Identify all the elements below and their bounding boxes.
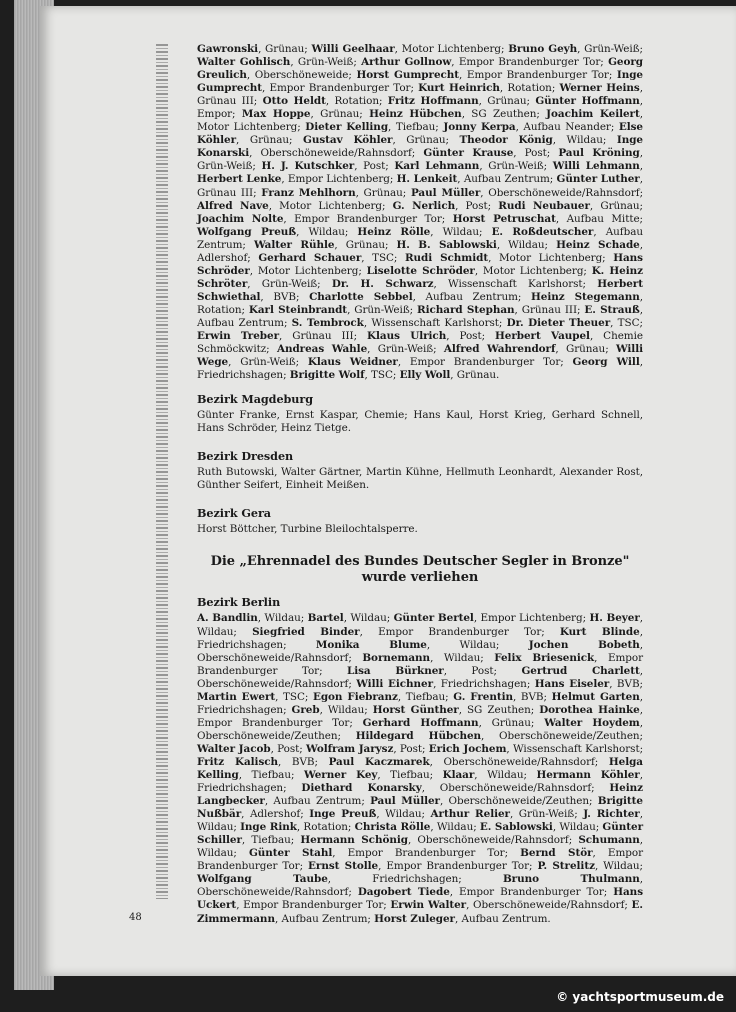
club-name: , Grün-Weiß;: [228, 356, 308, 369]
club-name: , Grün-Weiß;: [509, 808, 584, 821]
person-name: Hans Uckert: [197, 886, 643, 912]
club-name: , Post;: [446, 330, 496, 343]
club-name: , Wildau;: [319, 703, 373, 716]
person-name: Monika Blume: [315, 638, 427, 651]
person-name: Klaus Weidner: [307, 356, 398, 369]
club-name: , Wildau;: [474, 769, 537, 782]
club-name: , Grünau;: [236, 134, 304, 147]
person-name: Dagobert Tiede: [357, 886, 450, 899]
person-name: Inge Rink: [240, 821, 297, 834]
club-name: , Oberschöneweide/Rahnsdorf;: [466, 899, 632, 912]
section-heading-berlin: Bezirk Berlin: [197, 595, 281, 610]
club-name: , Friedrichshagen;: [197, 356, 643, 382]
club-name: , Grünau;: [478, 716, 545, 729]
club-name: , Rotation;: [499, 82, 560, 95]
club-name: , Grünau;: [392, 134, 460, 147]
person-name: H. J. Kutschker: [261, 160, 355, 173]
person-name: Hans Eiseler: [534, 677, 610, 690]
club-name: , Empor Brandenburger Tor;: [449, 886, 614, 899]
club-name: , Grünau;: [478, 95, 536, 108]
person-name: Hans Schröder: [197, 251, 643, 277]
person-name: Erwin Walter: [390, 899, 467, 912]
person-name: Kurt Heinrich: [418, 82, 500, 95]
left-ornament-border: [156, 44, 168, 899]
club-name: , Empor Brandenburger Tor;: [197, 703, 644, 729]
person-name: G. Nerlich: [392, 199, 456, 212]
person-name: Brigitte Wolf: [289, 369, 365, 382]
club-name: , Wildau;: [552, 134, 617, 147]
club-name: , Motor Lichtenberg;: [474, 264, 592, 277]
person-name: Martin Ewert: [197, 690, 276, 703]
person-name: Klaus Ulrich: [367, 330, 447, 343]
club-name: , Aufbau Mitte;: [555, 212, 643, 225]
person-name: Paul Kaczmarek: [328, 755, 430, 768]
person-name: Charlotte Sebbel: [309, 290, 413, 303]
district-sections: [197, 392, 643, 536]
person-name: Günter Schiller: [197, 821, 643, 847]
club-name: , Friedrichshagen;: [197, 625, 643, 651]
person-name: E. Zimmermann: [197, 899, 643, 925]
person-name: E. Roßdeutscher: [491, 225, 594, 238]
club-name: , Oberschöneweide/Rahnsdorf;: [429, 755, 609, 768]
person-name: Siegfried Binder: [252, 625, 360, 638]
club-name: , Adlershof;: [241, 808, 310, 821]
person-name: Arthur Relier: [430, 808, 510, 821]
person-name: Wolfram Jarysz: [306, 742, 394, 755]
club-name: , Wildau;: [430, 225, 492, 238]
club-name: , Oberschöneweide/Zeuthen;: [481, 729, 644, 742]
club-name: , Motor Lichtenberg;: [488, 251, 614, 264]
club-name: , Post;: [270, 742, 307, 755]
person-name: Willi Lehmann: [552, 160, 640, 173]
club-name: , Aufbau Zentrum;: [264, 795, 371, 808]
club-name: , SG Zeuthen;: [458, 703, 540, 716]
person-name: Hermann Schönig: [300, 834, 408, 847]
person-name: Walter Jacob: [197, 742, 271, 755]
club-name: , Chemie Schmöckwitz;: [197, 330, 643, 356]
club-name: , Wildau;: [197, 834, 643, 860]
club-name: , TSC;: [361, 251, 405, 264]
person-name: Liselotte Schröder: [366, 264, 475, 277]
club-name: , Grün-Weiß;: [247, 277, 332, 290]
person-name: Andreas Wahle: [276, 343, 368, 356]
person-name: Wolfgang Preuß: [197, 225, 297, 238]
section-heading: Bezirk Gera: [197, 506, 271, 521]
person-name: Arthur Gollnow: [361, 56, 452, 69]
person-name: Bruno Geyh: [508, 43, 578, 55]
person-name: Fritz Kalisch: [197, 755, 279, 768]
person-name: Richard Stephan: [417, 303, 515, 316]
club-name: , Empor Brandenburger Tor;: [459, 69, 617, 82]
person-name: H. Beyer: [589, 612, 640, 625]
person-name: Walter Gohlisch: [197, 56, 291, 69]
club-name: , Aufbau Zentrum;: [274, 912, 375, 925]
club-name: , Friedrichshagen;: [197, 769, 643, 795]
person-name: Wolfgang Taube: [197, 873, 328, 886]
person-name: G. Frentin: [453, 690, 514, 703]
person-name: Brigitte Nußbär: [197, 795, 643, 821]
club-name: , Friedrichshagen;: [197, 690, 643, 716]
club-name: , Wissenschaft Karlshorst;: [506, 742, 644, 755]
club-name: , BVB;: [278, 755, 329, 768]
person-name: Inge Preuß: [309, 808, 377, 821]
person-name: Horst Günther: [372, 703, 459, 716]
person-name: Egon Fiebranz: [312, 690, 398, 703]
club-name: , Wildau;: [376, 808, 431, 821]
person-name: Otto Heldt: [262, 95, 326, 108]
person-name: Theodor König: [459, 134, 553, 147]
person-name: Erwin Treber: [197, 330, 279, 343]
person-name: Paul Müller: [410, 186, 481, 199]
person-name: E. Sablowski: [479, 821, 553, 834]
club-name: , Grünau III;: [514, 303, 585, 316]
club-name: , Aufbau Neander;: [515, 121, 619, 134]
club-name: , Wildau;: [430, 651, 495, 664]
person-name: Heinz Schade: [556, 238, 640, 251]
club-name: , Post;: [513, 147, 559, 160]
person-name: Alfred Nave: [197, 199, 269, 212]
club-name: , Wildau;: [496, 238, 557, 251]
person-name: Bornemann: [362, 651, 431, 664]
club-name: , Empor Brandenburger Tor;: [197, 847, 643, 873]
club-name: , Wildau;: [430, 821, 480, 834]
person-name: Inge Gumprecht: [197, 69, 643, 95]
section-heading: Bezirk Dresden: [197, 449, 294, 464]
club-name: , Oberschöneweide/Rahnsdorf;: [421, 782, 610, 795]
person-name: Horst Gumprecht: [356, 69, 460, 82]
person-name: Heinz Stegemann: [531, 290, 640, 303]
person-name: Else Köhler: [197, 121, 643, 147]
person-name: A. Bandlin: [197, 612, 258, 625]
person-name: Paul Kröning: [558, 147, 640, 160]
person-name: Herbert Schwiethal: [197, 277, 643, 303]
club-name: , BVB;: [609, 677, 643, 690]
club-name: , Grün-Weiß;: [347, 303, 418, 316]
person-name: Werner Key: [303, 769, 378, 782]
award-title: [197, 554, 643, 585]
person-name: Helmut Garten: [551, 690, 640, 703]
person-name: P. Strelitz: [537, 860, 595, 873]
club-name: , Grünau;: [310, 108, 370, 121]
club-name: ,: [639, 160, 644, 173]
person-name: Dr. H. Schwarz: [331, 277, 434, 290]
person-name: H. B. Sablowski: [396, 238, 497, 251]
club-name: , Wildau;: [343, 612, 394, 625]
person-name: Erich Jochem: [428, 742, 507, 755]
club-name: , Wissenschaft Karlshorst;: [433, 277, 598, 290]
club-name: , Tiefbau;: [238, 769, 304, 782]
club-name: , Grün-Weiß;: [577, 43, 643, 55]
watermark: © yachtsportmuseum.de: [556, 990, 724, 1004]
club-name: , Grün-Weiß;: [367, 343, 444, 356]
person-name: Günter Krause: [423, 147, 514, 160]
club-name: , Empor Brandenburger Tor;: [262, 82, 419, 95]
person-name: Günter Luther: [556, 173, 640, 186]
person-name: Heinz Hübchen: [369, 108, 462, 121]
club-name: , Friedrichshagen;: [433, 677, 535, 690]
person-name: Bartel: [307, 612, 344, 625]
person-name: S. Tembrock: [291, 316, 364, 329]
club-name: , Empor Lichtenberg;: [281, 173, 397, 186]
person-name: Karl Lehmann: [394, 160, 480, 173]
person-name: Willi Wege: [197, 343, 643, 369]
person-name: Heinz Rölle: [357, 225, 431, 238]
person-name: Herbert Vaupel: [495, 330, 590, 343]
club-name: , Rotation;: [197, 290, 644, 316]
club-name: , Oberschöneweide/Rahnsdorf;: [197, 664, 643, 690]
person-name: Felix Briesenick: [494, 651, 595, 664]
person-name: Elly Woll: [399, 369, 451, 382]
club-name: , Tiefbau;: [377, 769, 443, 782]
person-name: Dieter Kelling: [305, 121, 389, 134]
club-name: , Aufbau Zentrum.: [454, 912, 551, 925]
person-name: Horst Petruschat: [452, 212, 556, 225]
person-name: Günter Bertel: [393, 612, 474, 625]
club-name: , SG Zeuthen;: [461, 108, 547, 121]
club-name: , Grünau;: [258, 43, 312, 55]
person-name: Heinz Langbecker: [197, 782, 643, 808]
club-name: , Empor;: [197, 95, 643, 121]
person-name: Jonny Kerpa: [443, 121, 516, 134]
person-name: J. Richter: [583, 808, 640, 821]
club-name: , Grünau;: [355, 186, 411, 199]
club-name: , Wissenschaft Karlshorst;: [363, 316, 507, 329]
club-name: , Aufbau Zentrum;: [412, 290, 532, 303]
person-name: Walter Rühle: [253, 238, 335, 251]
person-name: Jochen Bobeth: [528, 638, 640, 651]
club-name: , Rotation;: [296, 821, 355, 834]
person-name: Gertrud Charlett: [521, 664, 640, 677]
club-name: , Wildau;: [594, 860, 644, 873]
club-name: , Adlershof;: [197, 238, 644, 264]
club-name: , Motor Lichtenberg;: [394, 43, 509, 55]
person-name: Hildegard Hübchen: [355, 729, 482, 742]
club-name: , BVB;: [513, 690, 552, 703]
section-text: Horst Böttcher, Turbine Bleilochtalsperre.: [197, 523, 418, 536]
person-name: Herbert Lenke: [197, 173, 282, 186]
person-name: Paul Müller: [370, 795, 440, 808]
person-name: Inge Konarski: [197, 134, 643, 160]
person-name: Werner Heins: [559, 82, 640, 95]
person-name: Hermann Köhler: [536, 769, 640, 782]
award-title-line2: wurde verliehen: [361, 569, 479, 585]
person-name: Max Hoppe: [241, 108, 311, 121]
club-name: , Aufbau Zentrum;: [197, 225, 643, 251]
club-name: , Empor Brandenburger Tor;: [397, 356, 573, 369]
person-name: E. Strauß: [584, 303, 640, 316]
person-name: Greb: [291, 703, 320, 716]
award-title-line1: Die „Ehrennadel des Bundes Deutscher Segler in Bronze": [210, 554, 630, 570]
club-name: , Grünau III;: [197, 82, 643, 108]
club-name: , Empor Lichtenberg;: [473, 612, 590, 625]
person-name: Fritz Hoffmann: [387, 95, 479, 108]
person-name: Gawronski: [197, 43, 259, 55]
club-name: , Grünau.: [450, 369, 500, 382]
person-name: Alfred Wahrendorf: [443, 343, 556, 356]
page-number: 48: [129, 912, 142, 923]
person-name: Rudi Schmidt: [404, 251, 489, 264]
club-name: , Post;: [443, 664, 522, 677]
person-name: K. Heinz Schröter: [197, 264, 643, 290]
club-name: , Oberschöneweide/Zeuthen;: [197, 716, 643, 742]
person-name: Franz Mehlhorn: [261, 186, 356, 199]
person-name: Gustav Köhler: [303, 134, 393, 147]
person-name: Günter Hoffmann: [535, 95, 640, 108]
club-name: , Wildau;: [552, 821, 603, 834]
club-name: , Post;: [455, 199, 499, 212]
club-name: , Empor Brandenburger Tor;: [197, 651, 644, 677]
club-name: , Oberschöneweide/Rahnsdorf;: [197, 873, 643, 899]
club-name: , Oberschöneweide/Zeuthen;: [439, 795, 598, 808]
club-name: , Empor Brandenburger Tor;: [332, 847, 521, 860]
person-name: Willi Geelhaar: [311, 43, 395, 55]
person-name: Dr. Dieter Theuer: [506, 316, 611, 329]
club-name: , Aufbau Zentrum;: [197, 303, 643, 329]
person-name: Georg Will: [572, 356, 640, 369]
person-name: Willi Eichner: [356, 677, 434, 690]
club-name: , Empor Brandenburger Tor;: [359, 625, 560, 638]
club-name: , Oberschöneweide/Rahnsdorf;: [480, 186, 644, 199]
club-name: , Oberschöneweide/Rahnsdorf;: [249, 147, 424, 160]
club-name: , Oberschöneweide/Rahnsdorf;: [197, 638, 643, 664]
club-name: , Motor Lichtenberg;: [197, 108, 643, 134]
club-name: , TSC;: [364, 369, 400, 382]
page-content: [197, 43, 643, 926]
intro-name-list: [197, 43, 643, 382]
club-name: , Friedrichshagen;: [327, 873, 503, 886]
club-name: , Grün-Weiß;: [479, 160, 553, 173]
club-name: , Aufbau Zentrum;: [457, 173, 557, 186]
club-name: , Post;: [354, 160, 395, 173]
person-name: Horst Zuleger: [374, 912, 455, 925]
person-name: Georg Greulich: [197, 56, 644, 82]
person-name: Joachim Keilert: [546, 108, 640, 121]
club-name: , Motor Lichtenberg;: [268, 199, 393, 212]
club-name: , BVB;: [260, 290, 310, 303]
person-name: Schumann: [578, 834, 640, 847]
club-name: , Oberschöneweide;: [246, 69, 357, 82]
club-name: , Tiefbau;: [397, 690, 454, 703]
club-name: , Grünau III;: [197, 173, 643, 199]
club-name: , Post;: [393, 742, 429, 755]
person-name: Günter Stahl: [248, 847, 333, 860]
club-name: , Empor Brandenburger Tor;: [378, 860, 538, 873]
club-name: , TSC;: [610, 316, 643, 329]
club-name: , Empor Brandenburger Tor;: [283, 212, 453, 225]
club-name: , Grün-Weiß;: [290, 56, 362, 69]
club-name: , Empor Brandenburger Tor;: [451, 56, 609, 69]
club-name: , Tiefbau;: [241, 834, 301, 847]
club-name: , Wildau;: [197, 612, 644, 638]
person-name: Lisa Bürkner: [346, 664, 444, 677]
section-text: Günter Franke, Ernst Kaspar, Chemie; Hans Kaul, Horst Krieg, Gerhard Schnell, Hans Schröder, Heinz Tietge.: [197, 409, 643, 435]
club-name: , Grünau;: [334, 238, 397, 251]
club-name: , Wildau;: [426, 638, 529, 651]
club-name: , Tiefbau;: [388, 121, 444, 134]
club-name: , Grünau III;: [279, 330, 368, 343]
club-name: , Rotation;: [325, 95, 388, 108]
person-name: Diethard Konarsky: [301, 782, 422, 795]
club-name: , Wildau;: [257, 612, 308, 625]
person-name: Christa Rölle: [354, 821, 431, 834]
person-name: Ernst Stolle: [308, 860, 379, 873]
person-name: Klaar: [442, 769, 475, 782]
person-name: Joachim Nolte: [197, 212, 284, 225]
person-name: Gerhard Schauer: [258, 251, 362, 264]
club-name: , Grünau;: [589, 199, 644, 212]
person-name: Walter Hoydem: [544, 716, 640, 729]
person-name: Kurt Blinde: [559, 625, 640, 638]
club-name: , Oberschöneweide/Rahnsdorf;: [407, 834, 579, 847]
person-name: H. Lenkeit: [396, 173, 458, 186]
club-name: , Wildau;: [197, 808, 643, 834]
club-name: , TSC;: [275, 690, 313, 703]
club-name: , Wildau;: [296, 225, 358, 238]
person-name: Gerhard Hoffmann: [362, 716, 479, 729]
bronze-name-list: [197, 612, 643, 925]
club-name: , Motor Lichtenberg;: [249, 264, 367, 277]
person-name: Rudi Neubauer: [498, 199, 590, 212]
person-name: Karl Steinbrandt: [248, 303, 348, 316]
club-name: , Grün-Weiß;: [197, 147, 643, 173]
section-heading: Bezirk Magdeburg: [197, 392, 313, 407]
person-name: Helga Kelling: [197, 755, 643, 782]
person-name: Bruno Thulmann: [502, 873, 640, 886]
person-name: Bernd Stör: [520, 847, 593, 860]
person-name: Dorothea Hainke: [539, 703, 640, 716]
section-text: Ruth Butowski, Walter Gärtner, Martin Kühne, Hellmuth Leonhardt, Alexander Rost, Günther Seifert, Einheit Meißen.: [197, 466, 643, 492]
club-name: , Empor Brandenburger Tor;: [236, 899, 391, 912]
club-name: , Grünau;: [555, 343, 616, 356]
